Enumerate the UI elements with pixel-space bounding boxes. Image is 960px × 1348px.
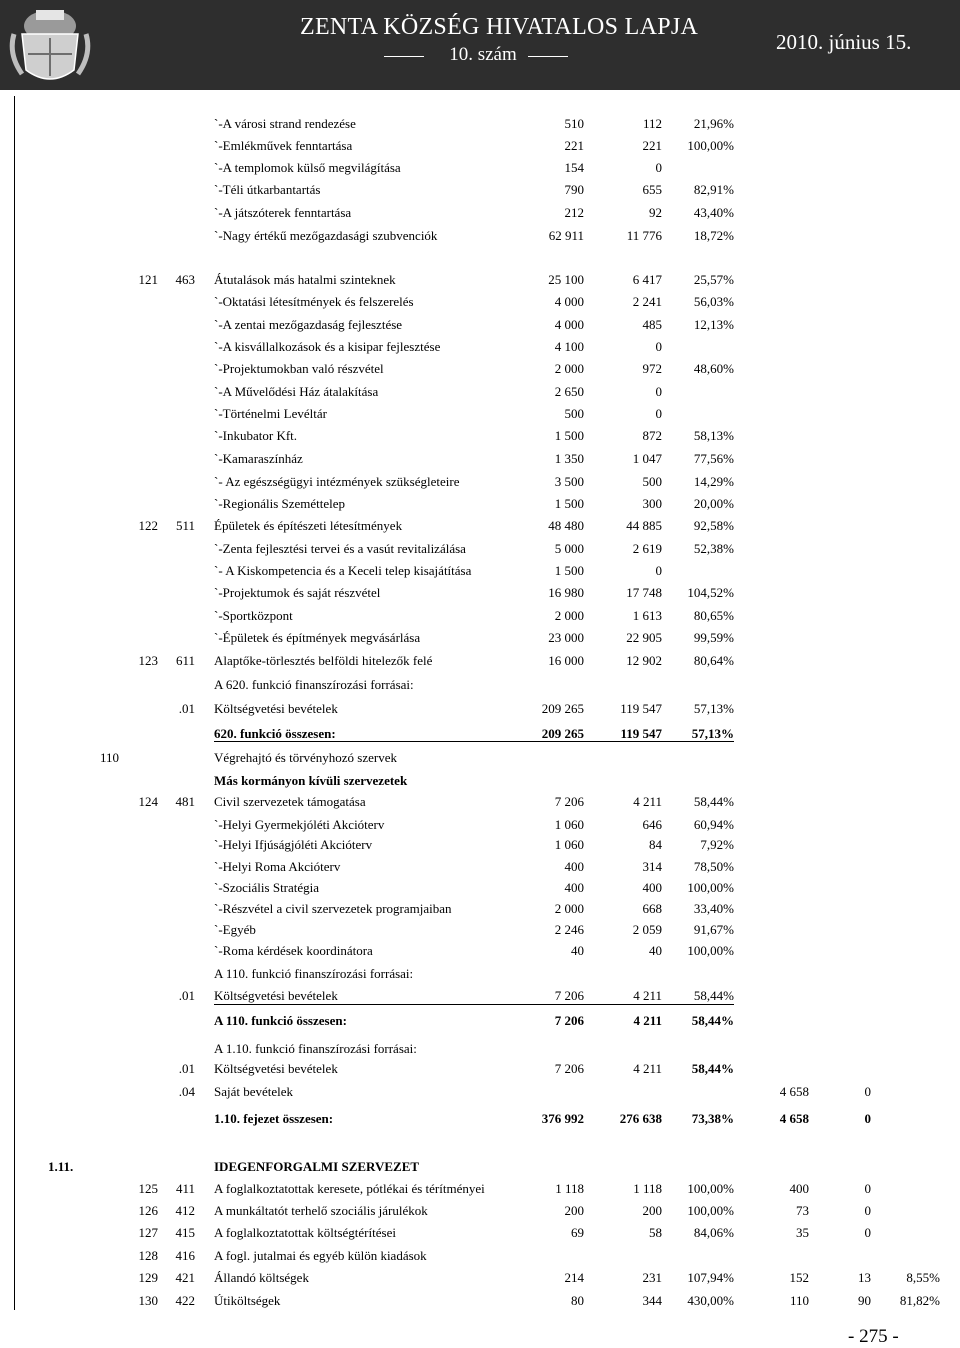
- cell-c2: 121: [138, 272, 158, 287]
- cell-v4: 152: [789, 1270, 809, 1285]
- row-description: A foglalkoztatottak költségtérítései: [214, 1225, 396, 1240]
- cell-v2: 646: [642, 817, 662, 832]
- table-row: [0, 449, 960, 469]
- cell-v3: 7,92%: [700, 837, 734, 852]
- table-row: [0, 539, 960, 559]
- table-row: [0, 1201, 960, 1221]
- cell-v1: 1 500: [554, 563, 584, 578]
- cell-v3: 430,00%: [687, 1293, 734, 1308]
- row-description: `-Helyi Gyermekjóléti Akcióterv: [214, 817, 385, 832]
- cell-v5: 13: [858, 1270, 871, 1285]
- table-row: [0, 1039, 960, 1059]
- cell-c2: 126: [138, 1203, 158, 1218]
- cell-v4: 4 658: [779, 1084, 809, 1099]
- cell-v2: 1 118: [633, 1181, 662, 1196]
- table-row: [0, 651, 960, 671]
- cell-v1: 1 060: [554, 837, 584, 852]
- row-description: `-A játszóterek fenntartása: [214, 205, 352, 220]
- table-row: [0, 561, 960, 581]
- cell-v3: 58,13%: [693, 428, 734, 443]
- cell-v3: 78,50%: [693, 859, 734, 874]
- table-row: [0, 359, 960, 379]
- cell-v3: 82,91%: [693, 182, 734, 197]
- cell-c3: 463: [175, 272, 195, 287]
- cell-v2: 872: [642, 428, 662, 443]
- row-description: Költségvetési bevételek: [214, 701, 338, 716]
- table-row: [0, 337, 960, 357]
- row-description: `-A zentai mezőgazdaság fejlesztése: [214, 317, 403, 332]
- cell-v3: 99,59%: [693, 630, 734, 645]
- table-row: [0, 226, 960, 246]
- table-row: [0, 878, 960, 898]
- cell-v1: 1 060: [554, 817, 584, 832]
- table-row: [0, 699, 960, 719]
- table-row: [0, 628, 960, 648]
- row-description: `-Nagy értékű mezőgazdasági szubvenciók: [214, 228, 438, 243]
- row-description: `-Történelmi Levéltár: [214, 406, 327, 421]
- cell-v1: 200: [564, 1203, 584, 1218]
- row-description: A 620. funkció finanszírozási forrásai:: [214, 677, 414, 692]
- cell-v1: 62 911: [548, 228, 584, 243]
- cell-v3: 56,03%: [693, 294, 734, 309]
- cell-v3: 58,44%: [691, 1061, 734, 1076]
- cell-v6: 81,82%: [899, 1293, 940, 1308]
- cell-v3: 100,00%: [687, 1181, 734, 1196]
- cell-v2: 92: [649, 205, 662, 220]
- table-row: [0, 675, 960, 695]
- issue-rule-right: [528, 56, 568, 57]
- table-row: [0, 472, 960, 492]
- cell-c3: 415: [175, 1225, 195, 1240]
- cell-v1: 209 265: [541, 701, 584, 716]
- row-description: Saját bevételek: [214, 1084, 294, 1099]
- cell-c1: 110: [100, 750, 120, 765]
- cell-v3: 91,67%: [693, 922, 734, 937]
- cell-c3: .01: [178, 1061, 195, 1076]
- row-description: Átutalások más hatalmi szinteknek: [214, 272, 396, 287]
- cell-v3: 18,72%: [693, 228, 734, 243]
- cell-c3: 481: [175, 794, 195, 809]
- cell-v3: 73,38%: [691, 1111, 734, 1126]
- row-description: Más kormányon kívüli szervezetek: [214, 773, 408, 788]
- cell-v1: 154: [564, 160, 584, 175]
- row-description: `-A Művelődési Ház átalakítása: [214, 384, 379, 399]
- page-header: [0, 0, 960, 90]
- row-description: 620. funkció összesen:: [214, 726, 336, 741]
- table-row: [0, 203, 960, 223]
- cell-v3: 14,29%: [693, 474, 734, 489]
- table-row: [0, 494, 960, 514]
- table-row: [0, 270, 960, 290]
- issue-number: 10. szám: [449, 44, 517, 65]
- cell-v2: 0: [655, 406, 662, 421]
- cell-v3: 12,13%: [693, 317, 734, 332]
- cell-v2: 6 417: [632, 272, 662, 287]
- table-row: [0, 857, 960, 877]
- table-row: [0, 1179, 960, 1199]
- table-row: [0, 516, 960, 536]
- row-description: Költségvetési bevételek: [214, 1061, 338, 1076]
- cell-v1: 7 206: [554, 1013, 584, 1028]
- table-row: [0, 899, 960, 919]
- cell-v1: 212: [564, 205, 584, 220]
- cell-v1: 400: [564, 880, 584, 895]
- cell-v2: 300: [642, 496, 662, 511]
- table-row: [0, 1246, 960, 1266]
- table-row: [0, 315, 960, 335]
- cell-c2: 123: [138, 653, 158, 668]
- underline-620-total: [214, 741, 734, 742]
- cell-v3: 104,52%: [687, 585, 734, 600]
- row-description: Költségvetési bevételek: [214, 988, 338, 1003]
- row-description: Útiköltségek: [214, 1293, 281, 1308]
- row-description: 1.10. fejezet összesen:: [214, 1111, 334, 1126]
- cell-c2: 127: [138, 1225, 158, 1240]
- table-row: [0, 835, 960, 855]
- cell-v2: 119 547: [620, 726, 662, 741]
- cell-v2: 0: [655, 160, 662, 175]
- cell-v1: 4 000: [554, 317, 584, 332]
- cell-v2: 4 211: [633, 1013, 662, 1028]
- cell-v2: 668: [642, 901, 662, 916]
- table-row: [0, 1082, 960, 1102]
- table-row: [0, 986, 960, 1006]
- cell-v6: 8,55%: [906, 1270, 940, 1285]
- row-description: `-Egyéb: [214, 922, 256, 937]
- table-row: [0, 920, 960, 940]
- row-description: Épületek és építészeti létesítmények: [214, 518, 403, 533]
- cell-v5: 0: [864, 1084, 871, 1099]
- cell-v2: 119 547: [620, 701, 662, 716]
- row-description: Állandó költségek: [214, 1270, 309, 1285]
- cell-v4: 400: [789, 1181, 809, 1196]
- cell-v5: 0: [864, 1111, 871, 1126]
- cell-c2: 129: [138, 1270, 158, 1285]
- cell-v1: 221: [564, 138, 584, 153]
- table-row: [0, 815, 960, 835]
- row-description: `-Inkubator Kft.: [214, 428, 298, 443]
- cell-v2: 200: [642, 1203, 662, 1218]
- row-description: `-Oktatási létesítmények és felszerelés: [214, 294, 414, 309]
- row-description: A fogl. jutalmai és egyéb külön kiadások: [214, 1248, 427, 1263]
- row-description: IDEGENFORGALMI SZERVEZET: [214, 1159, 420, 1174]
- table-row: [0, 292, 960, 312]
- table-row: [0, 748, 960, 768]
- cell-v3: 100,00%: [687, 880, 734, 895]
- table-row: [0, 1109, 960, 1129]
- table-row: [0, 158, 960, 178]
- cell-v2: 4 211: [633, 988, 662, 1003]
- cell-v4: 73: [796, 1203, 809, 1218]
- cell-c2: 124: [138, 794, 158, 809]
- cell-v1: 69: [571, 1225, 584, 1240]
- cell-v1: 23 000: [548, 630, 584, 645]
- cell-v1: 4 000: [554, 294, 584, 309]
- publication-title: ZENTA KÖZSÉG HIVATALOS LAPJA: [300, 14, 699, 40]
- row-description: `-Regionális Szeméttelep: [214, 496, 346, 511]
- cell-v1: 2 000: [554, 901, 584, 916]
- cell-v1: 1 350: [554, 451, 584, 466]
- row-description: `-Emlékművek fenntartása: [214, 138, 353, 153]
- table-row: [0, 136, 960, 156]
- cell-v4: 35: [796, 1225, 809, 1240]
- cell-v2: 0: [655, 339, 662, 354]
- table-row: [0, 426, 960, 446]
- cell-v2: 400: [642, 880, 662, 895]
- cell-v3: 21,96%: [693, 116, 734, 131]
- row-description: `- Az egészségügyi intézmények szükségleteire: [214, 474, 460, 489]
- cell-c3: 421: [175, 1270, 195, 1285]
- cell-v3: 20,00%: [693, 496, 734, 511]
- cell-v2: 655: [642, 182, 662, 197]
- cell-v2: 314: [642, 859, 662, 874]
- table-row: [0, 114, 960, 134]
- cell-v2: 44 885: [626, 518, 662, 533]
- cell-v2: 972: [642, 361, 662, 376]
- cell-v2: 40: [649, 943, 662, 958]
- cell-v5: 0: [864, 1181, 871, 1196]
- row-description: `- A Kiskompetencia és a Keceli telep kisajátítása: [214, 563, 472, 578]
- cell-v2: 58: [649, 1225, 662, 1240]
- cell-v2: 344: [642, 1293, 662, 1308]
- table-row: [0, 964, 960, 984]
- row-description: `-A templomok külső megvilágítása: [214, 160, 401, 175]
- cell-v3: 48,60%: [693, 361, 734, 376]
- cell-v2: 17 748: [626, 585, 662, 600]
- row-description: A 1.10. funkció finanszírozási forrásai:: [214, 1041, 417, 1056]
- table-row: [0, 1223, 960, 1243]
- table-row: [0, 792, 960, 812]
- row-description: `-Épületek és építmények megvásárlása: [214, 630, 421, 645]
- cell-v2: 4 211: [633, 794, 662, 809]
- cell-v1: 1 118: [555, 1181, 584, 1196]
- cell-v2: 112: [642, 116, 662, 131]
- row-description: `-Zenta fejlesztési tervei és a vasút revitalizálása: [214, 541, 466, 556]
- cell-v4: 4 658: [779, 1111, 809, 1126]
- cell-v3: 33,40%: [693, 901, 734, 916]
- cell-v2: 231: [642, 1270, 662, 1285]
- cell-v3: 58,44%: [691, 1013, 734, 1028]
- cell-v1: 7 206: [554, 794, 584, 809]
- cell-v2: 84: [649, 837, 662, 852]
- table-row: [0, 180, 960, 200]
- cell-c3: 611: [175, 653, 195, 668]
- cell-v1: 48 480: [548, 518, 584, 533]
- table-row: [0, 1291, 960, 1311]
- row-description: Civil szervezetek támogatása: [214, 794, 366, 809]
- row-description: `-Projektumok és saját részvétel: [214, 585, 381, 600]
- underline-110-sources: [214, 1004, 734, 1005]
- cell-v1: 209 265: [541, 726, 584, 741]
- cell-c2: 122: [138, 518, 158, 533]
- cell-c3: .04: [178, 1084, 195, 1099]
- table-row: [0, 771, 960, 791]
- row-description: A 110. funkció összesen:: [214, 1013, 347, 1028]
- cell-v3: 107,94%: [687, 1270, 734, 1285]
- cell-v3: 84,06%: [693, 1225, 734, 1240]
- cell-v2: 4 211: [633, 1061, 662, 1076]
- row-description: `-Sportközpont: [214, 608, 293, 623]
- row-description: `-Téli útkarbantartás: [214, 182, 321, 197]
- cell-c2: 125: [138, 1181, 158, 1196]
- cell-v2: 485: [642, 317, 662, 332]
- cell-v1: 7 206: [554, 988, 584, 1003]
- table-row: [0, 382, 960, 402]
- cell-v3: 57,13%: [693, 701, 734, 716]
- cell-v1: 500: [564, 406, 584, 421]
- cell-c3: .01: [178, 701, 195, 716]
- cell-v2: 221: [642, 138, 662, 153]
- row-description: A foglalkoztatottak keresete, pótlékai és térítményei: [214, 1181, 485, 1196]
- table-row: [0, 404, 960, 424]
- issue-date: 2010. június 15.: [776, 30, 912, 54]
- cell-v2: 2 241: [632, 294, 662, 309]
- cell-c3: 416: [175, 1248, 195, 1263]
- cell-v2: 500: [642, 474, 662, 489]
- table-row: [0, 1059, 960, 1079]
- cell-v2: 0: [655, 563, 662, 578]
- cell-v3: 80,64%: [693, 653, 734, 668]
- row-description: Alaptőke-törlesztés belföldi hitelezők felé: [214, 653, 433, 668]
- cell-c3: 511: [175, 518, 195, 533]
- cell-v2: 22 905: [626, 630, 662, 645]
- row-description: `-Roma kérdések koordinátora: [214, 943, 373, 958]
- cell-v3: 43,40%: [693, 205, 734, 220]
- table-row: [0, 1268, 960, 1288]
- cell-v5: 0: [864, 1225, 871, 1240]
- row-description: `-A városi strand rendezése: [214, 116, 356, 131]
- cell-v3: 57,13%: [691, 726, 734, 741]
- cell-v1: 1 500: [554, 428, 584, 443]
- cell-c2: 130: [138, 1293, 158, 1308]
- cell-v1: 7 206: [554, 1061, 584, 1076]
- page-number: - 275 -: [848, 1326, 899, 1347]
- cell-v1: 25 100: [548, 272, 584, 287]
- coat-of-arms-icon: [8, 4, 92, 88]
- row-description: `-Helyi Ifjúságjóléti Akcióterv: [214, 837, 373, 852]
- cell-v2: 12 902: [626, 653, 662, 668]
- table-row: [0, 1157, 960, 1177]
- cell-v2: 11 776: [626, 228, 662, 243]
- row-description: A munkáltatót terhelő szociális járulékok: [214, 1203, 428, 1218]
- cell-v1: 16 980: [548, 585, 584, 600]
- cell-v3: 100,00%: [687, 138, 734, 153]
- cell-v2: 2 059: [632, 922, 662, 937]
- cell-v1: 40: [571, 943, 584, 958]
- cell-v4: 110: [789, 1293, 809, 1308]
- cell-c3: 412: [175, 1203, 195, 1218]
- cell-v3: 80,65%: [693, 608, 734, 623]
- cell-v1: 214: [564, 1270, 584, 1285]
- table-row: [0, 941, 960, 961]
- cell-v1: 16 000: [548, 653, 584, 668]
- cell-v1: 790: [564, 182, 584, 197]
- row-description: `-Kamaraszínház: [214, 451, 303, 466]
- table-row: [0, 1011, 960, 1031]
- cell-v2: 1 047: [632, 451, 662, 466]
- cell-v5: 90: [858, 1293, 871, 1308]
- cell-v3: 92,58%: [693, 518, 734, 533]
- row-description: `-Projektumokban való részvétel: [214, 361, 384, 376]
- table-row: [0, 583, 960, 603]
- cell-v1: 3 500: [554, 474, 584, 489]
- cell-v1: 5 000: [554, 541, 584, 556]
- cell-c2: 128: [138, 1248, 158, 1263]
- cell-v1: 2 650: [554, 384, 584, 399]
- cell-v3: 77,56%: [693, 451, 734, 466]
- row-description: `-Szociális Stratégia: [214, 880, 320, 895]
- cell-v3: 60,94%: [693, 817, 734, 832]
- cell-v2: 276 638: [619, 1111, 662, 1126]
- cell-v1: 4 100: [554, 339, 584, 354]
- cell-v2: 2 619: [632, 541, 662, 556]
- cell-v2: 0: [655, 384, 662, 399]
- row-description: `-Részvétel a civil szervezetek programjaiban: [214, 901, 452, 916]
- cell-v1: 2 000: [554, 361, 584, 376]
- cell-v1: 400: [564, 859, 584, 874]
- cell-v5: 0: [864, 1203, 871, 1218]
- row-description: `-Helyi Roma Akcióterv: [214, 859, 341, 874]
- cell-v1: 376 992: [541, 1111, 584, 1126]
- cell-v3: 100,00%: [687, 943, 734, 958]
- cell-v3: 58,44%: [693, 794, 734, 809]
- cell-v1: 1 500: [554, 496, 584, 511]
- cell-v3: 25,57%: [693, 272, 734, 287]
- cell-c3: 422: [175, 1293, 195, 1308]
- cell-c2: 1.11.: [48, 1159, 74, 1174]
- cell-c3: 411: [175, 1181, 195, 1196]
- cell-v1: 80: [571, 1293, 584, 1308]
- row-description: Végrehajtó és törvényhozó szervek: [214, 750, 398, 765]
- row-description: A 110. funkció finanszírozási forrásai:: [214, 966, 414, 981]
- cell-c3: .01: [178, 988, 195, 1003]
- cell-v3: 100,00%: [687, 1203, 734, 1218]
- cell-v3: 52,38%: [693, 541, 734, 556]
- cell-v1: 2 246: [554, 922, 584, 937]
- cell-v2: 1 613: [632, 608, 662, 623]
- row-description: `-A kisvállalkozások és a kisipar fejlesztése: [214, 339, 441, 354]
- cell-v3: 58,44%: [693, 988, 734, 1003]
- table-row: [0, 606, 960, 626]
- cell-v1: 510: [564, 116, 584, 131]
- cell-v1: 2 000: [554, 608, 584, 623]
